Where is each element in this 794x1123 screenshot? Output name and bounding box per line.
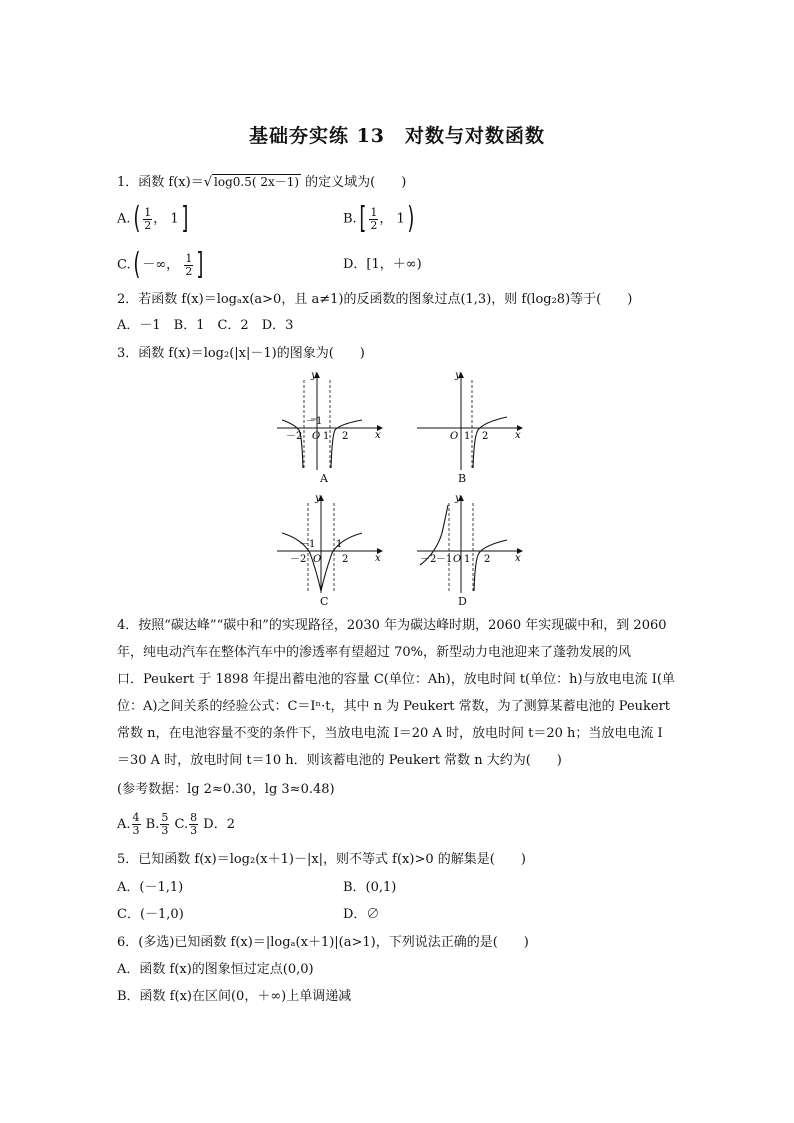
graph-b (412, 370, 527, 492)
numerator: 1 (185, 251, 193, 265)
q1-radicand: log0.5( 2x－1) (214, 175, 300, 189)
q1-stem (117, 173, 406, 192)
denominator: 3 (161, 824, 169, 837)
page-title: 基础夯实练 13 对数与对数函数 (248, 125, 546, 147)
origin-label: O (313, 554, 322, 565)
tick-label: －2 (420, 554, 437, 565)
q1-option-b (343, 201, 417, 236)
fraction (184, 253, 193, 278)
y-axis-label: y (455, 493, 461, 504)
q1-stem-post: 的定义域为( ) (301, 175, 407, 190)
open-paren: ( (132, 247, 140, 282)
fraction (143, 207, 152, 232)
tick-label: 1 (336, 539, 343, 550)
open-bracket: [ (359, 201, 367, 236)
close-bracket: ] (196, 247, 204, 282)
graph-caption: B (458, 472, 467, 485)
numerator: 5 (161, 811, 169, 824)
tick-label: 2 (484, 554, 491, 565)
fraction (132, 812, 141, 837)
close-bracket: ] (181, 201, 189, 236)
graph-caption: D (458, 595, 467, 608)
graph-caption: A (320, 472, 328, 485)
q1-b-rest: ， 1 (379, 211, 405, 227)
tick-label: 2 (342, 431, 349, 442)
q1-c-label: C. (117, 257, 131, 273)
q1-c-pre: －∞， (142, 257, 184, 273)
q1-a-rest: ， 1 (153, 211, 179, 227)
close-paren: ) (407, 201, 415, 236)
graph-d (412, 493, 527, 615)
q5-option-c: C．(－1,0) (117, 907, 184, 922)
denominator: 2 (370, 218, 378, 232)
denominator: 2 (144, 218, 152, 232)
q5-option-d: D．∅ (343, 907, 380, 922)
q4-line: 年，纯电动汽车在整体汽车中的渗透率有望超过 70%，新型动力电池迎来了蓬勃发展的风 (117, 645, 632, 660)
q1-option-c (117, 247, 206, 282)
numerator: 1 (370, 205, 378, 219)
fraction (189, 812, 198, 837)
q4-line: 4．按照“碳达峰”“碳中和”的实现路径，2030 年为碳达峰时期，2060 年实现碳中和，到 2060 (117, 618, 667, 633)
x-axis-label: x (375, 430, 381, 441)
q5-option-b: B．(0,1) (343, 880, 397, 895)
denominator: 3 (190, 824, 198, 837)
q4-line: ＝30 A 时，放电时间 t＝10 h．则该蓄电池的 Peukert 常数 n 大约为( ) (117, 753, 562, 768)
tick-label: －1 (436, 554, 453, 565)
tick-label: 1 (323, 431, 330, 442)
q4-b-label: B. (145, 817, 160, 832)
q4-d-option: D．2 (203, 817, 235, 832)
q1-option-a (117, 201, 190, 236)
tick-label: －2 (290, 554, 307, 565)
tick-label: 1 (464, 554, 471, 565)
fraction (369, 207, 378, 232)
q4-line: 位：A)之间关系的经验公式：C＝Iⁿ·t，其中 n 为 Peukert 常数，为了测算某蓄电池的 Peukert (117, 699, 671, 714)
tick-label: －1 (299, 539, 316, 550)
x-axis-label: x (515, 430, 521, 441)
tick-label: 2 (342, 554, 349, 565)
graph-caption: C (320, 595, 329, 608)
q4-reference-data: (参考数据：lg 2≈0.30，lg 3≈0.48) (117, 782, 335, 797)
numerator: 1 (144, 205, 152, 219)
origin-label: O (312, 431, 321, 442)
q6-option-a: A．函数 f(x)的图象恒过定点(0,0) (117, 962, 314, 977)
graph-a (272, 370, 387, 492)
q5-option-a: A．(－1,1) (117, 880, 184, 895)
tick-label: －2 (286, 431, 303, 442)
denominator: 2 (185, 264, 193, 278)
q1-a-label: A. (117, 211, 131, 227)
tick-label: 1 (464, 431, 471, 442)
q6-option-b: B．函数 f(x)在区间(0，＋∞)上单调递减 (117, 989, 352, 1004)
q1-b-label: B. (343, 211, 357, 227)
numerator: 8 (190, 811, 198, 824)
q4-c-label: C. (174, 817, 189, 832)
q2-options: A．－1 B．1 C．2 D．3 (117, 318, 294, 333)
sqrt-sign: √ (203, 175, 212, 190)
tick-label: －1 (306, 416, 323, 427)
y-axis-label: y (311, 370, 317, 381)
y-axis-label: y (455, 370, 461, 381)
q2-stem: 2．若函数 f(x)＝logₐx(a>0，且 a≠1)的反函数的图象过点(1,3)，则 f(log₂8)等于( ) (117, 292, 633, 307)
y-axis-label: y (315, 493, 321, 504)
origin-label: O (450, 431, 459, 442)
q4-options (117, 812, 235, 837)
denominator: 3 (132, 824, 140, 837)
x-axis-label: x (515, 553, 521, 564)
x-axis-label: x (375, 553, 381, 564)
q4-stem (117, 612, 687, 774)
open-paren: ( (132, 201, 140, 236)
q3-stem: 3．函数 f(x)＝log₂(|x|－1)的图象为( ) (117, 346, 365, 361)
fraction (160, 812, 169, 837)
numerator: 4 (132, 811, 140, 824)
q1-option-d: D．[1，＋∞) (343, 257, 422, 272)
origin-label: O (453, 554, 462, 565)
q4-a-label: A. (117, 817, 131, 832)
q6-stem: 6．(多选)已知函数 f(x)＝|logₐ(x＋1)|(a>1)，下列说法正确的是( ) (117, 935, 529, 950)
q4-line: 口．Peukert 于 1898 年提出蓄电池的容量 C(单位：Ah)，放电时间 t(单位：h)与放电电流 I(单 (117, 672, 675, 687)
q1-stem-pre: 1．函数 f(x)＝ (117, 175, 204, 190)
tick-label: 2 (482, 431, 489, 442)
graph-c (272, 493, 387, 615)
q5-stem: 5．已知函数 f(x)＝log₂(x＋1)－|x|，则不等式 f(x)>0 的解集是( ) (117, 852, 526, 867)
q4-line: 常数 n，在电池容量不变的条件下，当放电电流 I＝20 A 时，放电时间 t＝20 h；当放电电流 I (117, 726, 663, 741)
